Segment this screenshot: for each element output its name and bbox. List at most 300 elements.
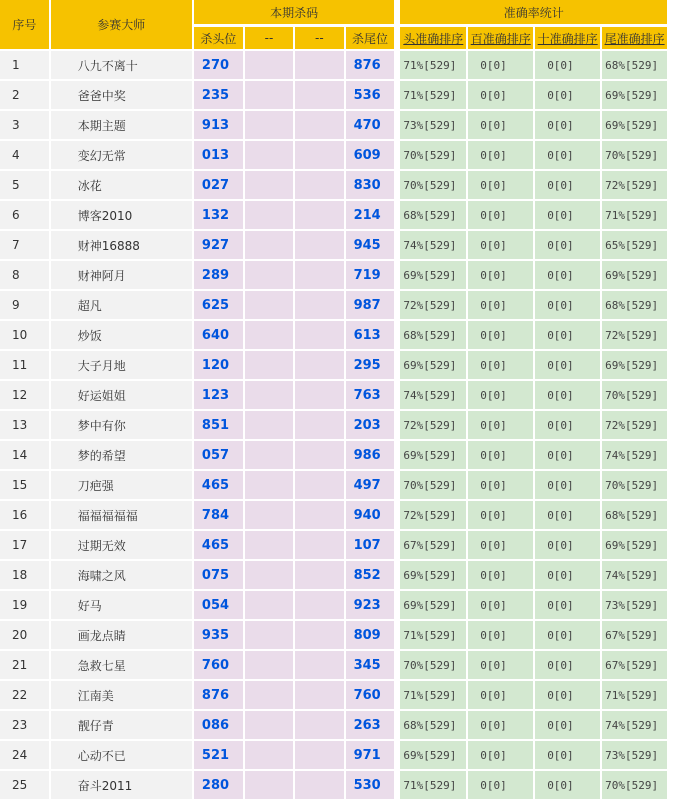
head-rank-value: 72%[529] [400, 291, 466, 319]
edge-spacer [669, 81, 675, 109]
tail-rank-value: 65%[529] [602, 231, 667, 259]
empty-cell [295, 621, 343, 649]
tail-rank-value: 72%[529] [602, 411, 667, 439]
empty-cell [295, 381, 343, 409]
master-name: 靓仔青 [51, 711, 192, 739]
kill-head-value: 935 [194, 621, 243, 649]
empty-cell [295, 141, 343, 169]
tail-rank-value: 74%[529] [602, 441, 667, 469]
group-separator [396, 351, 398, 379]
ten-rank-value: 0[0] [535, 201, 600, 229]
tail-rank-value: 68%[529] [602, 291, 667, 319]
group-separator [396, 111, 398, 139]
ten-rank-value: 0[0] [535, 681, 600, 709]
col-header-kill-head: 杀头位 [194, 27, 243, 49]
group-separator [396, 231, 398, 259]
sort-link-ten-rank-label[interactable]: 十准确排序 [537, 31, 598, 46]
ten-rank-value: 0[0] [535, 741, 600, 769]
sort-link-tail-rank-label[interactable]: 尾准确排序 [604, 31, 665, 46]
hundred-rank-value: 0[0] [468, 441, 533, 469]
group-separator [396, 201, 398, 229]
row-index: 2 [0, 81, 49, 109]
empty-cell [245, 261, 293, 289]
kill-tail-value: 530 [346, 771, 395, 799]
table-row [0, 321, 675, 349]
tail-rank-value: 72%[529] [602, 321, 667, 349]
row-index: 21 [0, 651, 49, 679]
row-index: 15 [0, 471, 49, 499]
table-row [0, 381, 675, 409]
edge-spacer [669, 51, 675, 79]
ten-rank-value: 0[0] [535, 441, 600, 469]
group-separator [396, 51, 398, 79]
group-separator [396, 471, 398, 499]
edge-spacer [669, 231, 675, 259]
head-rank-value: 69%[529] [400, 441, 466, 469]
row-index: 3 [0, 111, 49, 139]
group-separator [396, 27, 398, 49]
hundred-rank-value: 0[0] [468, 561, 533, 589]
kill-tail-value: 923 [346, 591, 395, 619]
row-index: 25 [0, 771, 49, 799]
group-separator [396, 171, 398, 199]
tail-rank-value: 70%[529] [602, 771, 667, 799]
row-index: 4 [0, 141, 49, 169]
row-index: 9 [0, 291, 49, 319]
col-header-dash-1: -- [245, 27, 293, 49]
ten-rank-value: 0[0] [535, 771, 600, 799]
tail-rank-value: 73%[529] [602, 591, 667, 619]
ten-rank-value: 0[0] [535, 561, 600, 589]
head-rank-value: 72%[529] [400, 411, 466, 439]
kill-tail-value: 876 [346, 51, 395, 79]
kill-head-value: 027 [194, 171, 243, 199]
head-rank-value: 69%[529] [400, 351, 466, 379]
edge-spacer [669, 381, 675, 409]
empty-cell [295, 171, 343, 199]
empty-cell [245, 81, 293, 109]
empty-cell [245, 591, 293, 619]
empty-cell [245, 771, 293, 799]
master-name: 财神16888 [51, 231, 192, 259]
empty-cell [245, 321, 293, 349]
kill-head-value: 132 [194, 201, 243, 229]
table-row [0, 171, 675, 199]
row-index: 11 [0, 351, 49, 379]
empty-cell [245, 441, 293, 469]
hundred-rank-value: 0[0] [468, 771, 533, 799]
ten-rank-value: 0[0] [535, 411, 600, 439]
master-name: 急救七星 [51, 651, 192, 679]
tail-rank-value: 70%[529] [602, 471, 667, 499]
empty-cell [245, 741, 293, 769]
empty-cell [245, 351, 293, 379]
edge-spacer [669, 111, 675, 139]
edge-spacer [669, 531, 675, 559]
group-separator [396, 711, 398, 739]
hundred-rank-value: 0[0] [468, 471, 533, 499]
head-rank-value: 68%[529] [400, 711, 466, 739]
hundred-rank-value: 0[0] [468, 51, 533, 79]
edge-spacer [669, 681, 675, 709]
master-name: 超凡 [51, 291, 192, 319]
group-separator [396, 681, 398, 709]
tail-rank-value: 69%[529] [602, 81, 667, 109]
kill-head-value: 521 [194, 741, 243, 769]
edge-spacer [669, 411, 675, 439]
master-name: 海啸之风 [51, 561, 192, 589]
head-rank-value: 71%[529] [400, 681, 466, 709]
hundred-rank-value: 0[0] [468, 291, 533, 319]
group-header-stats: 准确率统计 [400, 0, 667, 25]
kill-head-value: 465 [194, 471, 243, 499]
edge-spacer [669, 171, 675, 199]
head-rank-value: 71%[529] [400, 621, 466, 649]
tail-rank-value: 70%[529] [602, 141, 667, 169]
empty-cell [295, 291, 343, 319]
hundred-rank-value: 0[0] [468, 381, 533, 409]
group-separator [396, 261, 398, 289]
row-index: 7 [0, 231, 49, 259]
edge-spacer [669, 321, 675, 349]
empty-cell [295, 501, 343, 529]
head-rank-value: 68%[529] [400, 201, 466, 229]
col-header-index: 序号 [0, 0, 49, 49]
table-row [0, 741, 675, 769]
ten-rank-value: 0[0] [535, 381, 600, 409]
tail-rank-value: 71%[529] [602, 681, 667, 709]
empty-cell [245, 501, 293, 529]
empty-cell [295, 681, 343, 709]
master-name: 心动不已 [51, 741, 192, 769]
ten-rank-value: 0[0] [535, 81, 600, 109]
kill-head-value: 054 [194, 591, 243, 619]
master-name: 变幻无常 [51, 141, 192, 169]
kill-head-value: 913 [194, 111, 243, 139]
master-name: 江南美 [51, 681, 192, 709]
edge-spacer [669, 261, 675, 289]
group-separator [396, 81, 398, 109]
empty-cell [245, 621, 293, 649]
row-index: 12 [0, 381, 49, 409]
empty-cell [245, 681, 293, 709]
kill-tail-value: 345 [346, 651, 395, 679]
ten-rank-value: 0[0] [535, 531, 600, 559]
row-index: 24 [0, 741, 49, 769]
table-row [0, 591, 675, 619]
edge-spacer [669, 0, 675, 25]
group-separator [396, 771, 398, 799]
edge-spacer [669, 501, 675, 529]
empty-cell [295, 441, 343, 469]
kill-head-value: 784 [194, 501, 243, 529]
edge-spacer [669, 441, 675, 469]
kill-head-value: 851 [194, 411, 243, 439]
master-name: 画龙点睛 [51, 621, 192, 649]
kill-tail-value: 986 [346, 441, 395, 469]
empty-cell [295, 411, 343, 439]
kill-tail-value: 536 [346, 81, 395, 109]
kill-tail-value: 719 [346, 261, 395, 289]
hundred-rank-value: 0[0] [468, 681, 533, 709]
tail-rank-value: 67%[529] [602, 621, 667, 649]
hundred-rank-value: 0[0] [468, 501, 533, 529]
head-rank-value: 74%[529] [400, 231, 466, 259]
head-rank-value: 70%[529] [400, 651, 466, 679]
ten-rank-value: 0[0] [535, 291, 600, 319]
kill-tail-value: 470 [346, 111, 395, 139]
table-row [0, 141, 675, 169]
sort-link-tail-rank[interactable] [602, 27, 667, 49]
tail-rank-value: 74%[529] [602, 711, 667, 739]
group-separator [396, 381, 398, 409]
kill-tail-value: 852 [346, 561, 395, 589]
empty-cell [295, 591, 343, 619]
group-separator [396, 621, 398, 649]
empty-cell [245, 711, 293, 739]
head-rank-value: 70%[529] [400, 471, 466, 499]
kill-head-value: 927 [194, 231, 243, 259]
tail-rank-value: 69%[529] [602, 261, 667, 289]
master-name: 刀疤强 [51, 471, 192, 499]
empty-cell [295, 711, 343, 739]
row-index: 23 [0, 711, 49, 739]
kill-head-value: 075 [194, 561, 243, 589]
head-rank-value: 70%[529] [400, 141, 466, 169]
kill-tail-value: 987 [346, 291, 395, 319]
tail-rank-value: 68%[529] [602, 51, 667, 79]
tail-rank-value: 67%[529] [602, 651, 667, 679]
ten-rank-value: 0[0] [535, 501, 600, 529]
group-separator [396, 591, 398, 619]
empty-cell [245, 561, 293, 589]
table-row [0, 51, 675, 79]
head-rank-value: 69%[529] [400, 741, 466, 769]
empty-cell [295, 531, 343, 559]
empty-cell [295, 111, 343, 139]
head-rank-value: 73%[529] [400, 111, 466, 139]
kill-head-value: 235 [194, 81, 243, 109]
hundred-rank-value: 0[0] [468, 201, 533, 229]
tail-rank-value: 72%[529] [602, 171, 667, 199]
kill-tail-value: 263 [346, 711, 395, 739]
empty-cell [245, 231, 293, 259]
row-index: 6 [0, 201, 49, 229]
kill-head-value: 057 [194, 441, 243, 469]
row-index: 13 [0, 411, 49, 439]
head-rank-value: 69%[529] [400, 591, 466, 619]
table-row [0, 291, 675, 319]
hundred-rank-value: 0[0] [468, 111, 533, 139]
head-rank-value: 71%[529] [400, 771, 466, 799]
empty-cell [245, 201, 293, 229]
hundred-rank-value: 0[0] [468, 231, 533, 259]
edge-spacer [669, 741, 675, 769]
group-separator [396, 411, 398, 439]
ten-rank-value: 0[0] [535, 171, 600, 199]
hundred-rank-value: 0[0] [468, 741, 533, 769]
hundred-rank-value: 0[0] [468, 591, 533, 619]
hundred-rank-value: 0[0] [468, 321, 533, 349]
tail-rank-value: 68%[529] [602, 501, 667, 529]
kill-head-value: 760 [194, 651, 243, 679]
table-row [0, 471, 675, 499]
row-index: 10 [0, 321, 49, 349]
hundred-rank-value: 0[0] [468, 351, 533, 379]
empty-cell [245, 651, 293, 679]
empty-cell [245, 51, 293, 79]
group-separator [396, 291, 398, 319]
edge-spacer [669, 561, 675, 589]
master-name: 福福福福福 [51, 501, 192, 529]
ten-rank-value: 0[0] [535, 321, 600, 349]
kill-head-value: 123 [194, 381, 243, 409]
master-name: 炒饭 [51, 321, 192, 349]
edge-spacer [669, 711, 675, 739]
kill-head-value: 280 [194, 771, 243, 799]
group-separator [396, 321, 398, 349]
empty-cell [295, 51, 343, 79]
edge-spacer [669, 351, 675, 379]
ten-rank-value: 0[0] [535, 351, 600, 379]
edge-spacer [669, 201, 675, 229]
empty-cell [295, 81, 343, 109]
table-row [0, 351, 675, 379]
group-separator [396, 561, 398, 589]
empty-cell [245, 471, 293, 499]
empty-cell [245, 171, 293, 199]
hundred-rank-value: 0[0] [468, 621, 533, 649]
kill-head-value: 013 [194, 141, 243, 169]
kill-tail-value: 971 [346, 741, 395, 769]
table-row [0, 441, 675, 469]
empty-cell [245, 381, 293, 409]
kill-tail-value: 945 [346, 231, 395, 259]
empty-cell [295, 321, 343, 349]
edge-spacer [669, 771, 675, 799]
kill-tail-value: 830 [346, 171, 395, 199]
master-name: 好马 [51, 591, 192, 619]
group-separator [396, 501, 398, 529]
kill-head-value: 625 [194, 291, 243, 319]
tail-rank-value: 70%[529] [602, 381, 667, 409]
kill-tail-value: 203 [346, 411, 395, 439]
hundred-rank-value: 0[0] [468, 651, 533, 679]
table-row [0, 681, 675, 709]
row-index: 16 [0, 501, 49, 529]
sort-link-head-rank-label[interactable]: 头准确排序 [403, 31, 464, 46]
head-rank-value: 74%[529] [400, 381, 466, 409]
kill-tail-value: 809 [346, 621, 395, 649]
kill-head-value: 289 [194, 261, 243, 289]
table-row [0, 561, 675, 589]
table-row [0, 771, 675, 799]
table-row [0, 531, 675, 559]
hundred-rank-value: 0[0] [468, 141, 533, 169]
row-index: 14 [0, 441, 49, 469]
ten-rank-value: 0[0] [535, 261, 600, 289]
empty-cell [245, 141, 293, 169]
edge-spacer [669, 651, 675, 679]
master-name: 爸爸中奖 [51, 81, 192, 109]
empty-cell [295, 261, 343, 289]
kill-tail-value: 609 [346, 141, 395, 169]
row-index: 5 [0, 171, 49, 199]
empty-cell [295, 771, 343, 799]
master-name: 冰花 [51, 171, 192, 199]
tail-rank-value: 69%[529] [602, 111, 667, 139]
tail-rank-value: 73%[529] [602, 741, 667, 769]
empty-cell [295, 351, 343, 379]
table-row [0, 261, 675, 289]
edge-spacer [669, 291, 675, 319]
kill-head-value: 640 [194, 321, 243, 349]
edge-spacer [669, 141, 675, 169]
head-rank-value: 69%[529] [400, 261, 466, 289]
kill-head-value: 270 [194, 51, 243, 79]
hundred-rank-value: 0[0] [468, 171, 533, 199]
kill-tail-value: 613 [346, 321, 395, 349]
row-index: 8 [0, 261, 49, 289]
empty-cell [295, 651, 343, 679]
master-name: 财神阿月 [51, 261, 192, 289]
ten-rank-value: 0[0] [535, 651, 600, 679]
ten-rank-value: 0[0] [535, 591, 600, 619]
row-index: 18 [0, 561, 49, 589]
head-rank-value: 70%[529] [400, 171, 466, 199]
kill-tail-value: 214 [346, 201, 395, 229]
kill-head-value: 876 [194, 681, 243, 709]
empty-cell [245, 531, 293, 559]
ten-rank-value: 0[0] [535, 141, 600, 169]
sort-link-hundred-rank[interactable] [468, 27, 533, 49]
empty-cell [295, 471, 343, 499]
hundred-rank-value: 0[0] [468, 81, 533, 109]
group-separator [396, 651, 398, 679]
master-name: 过期无效 [51, 531, 192, 559]
head-rank-value: 68%[529] [400, 321, 466, 349]
hundred-rank-value: 0[0] [468, 411, 533, 439]
table-row [0, 201, 675, 229]
sort-link-ten-rank[interactable] [535, 27, 600, 49]
table-row [0, 411, 675, 439]
ten-rank-value: 0[0] [535, 51, 600, 79]
group-separator [396, 531, 398, 559]
tail-rank-value: 69%[529] [602, 351, 667, 379]
tail-rank-value: 69%[529] [602, 531, 667, 559]
row-index: 22 [0, 681, 49, 709]
group-separator [396, 441, 398, 469]
kill-head-value: 465 [194, 531, 243, 559]
master-name: 本期主题 [51, 111, 192, 139]
head-rank-value: 72%[529] [400, 501, 466, 529]
ten-rank-value: 0[0] [535, 471, 600, 499]
hundred-rank-value: 0[0] [468, 531, 533, 559]
head-rank-value: 69%[529] [400, 561, 466, 589]
table-row [0, 231, 675, 259]
col-header-master: 参赛大师 [51, 0, 192, 49]
hundred-rank-value: 0[0] [468, 261, 533, 289]
kill-tail-value: 497 [346, 471, 395, 499]
sort-link-head-rank[interactable] [400, 27, 466, 49]
master-name: 博客2010 [51, 201, 192, 229]
edge-spacer [669, 471, 675, 499]
head-rank-value: 71%[529] [400, 81, 466, 109]
table-row [0, 501, 675, 529]
row-index: 17 [0, 531, 49, 559]
sort-link-hundred-rank-label[interactable]: 百准确排序 [470, 31, 531, 46]
table-row [0, 81, 675, 109]
